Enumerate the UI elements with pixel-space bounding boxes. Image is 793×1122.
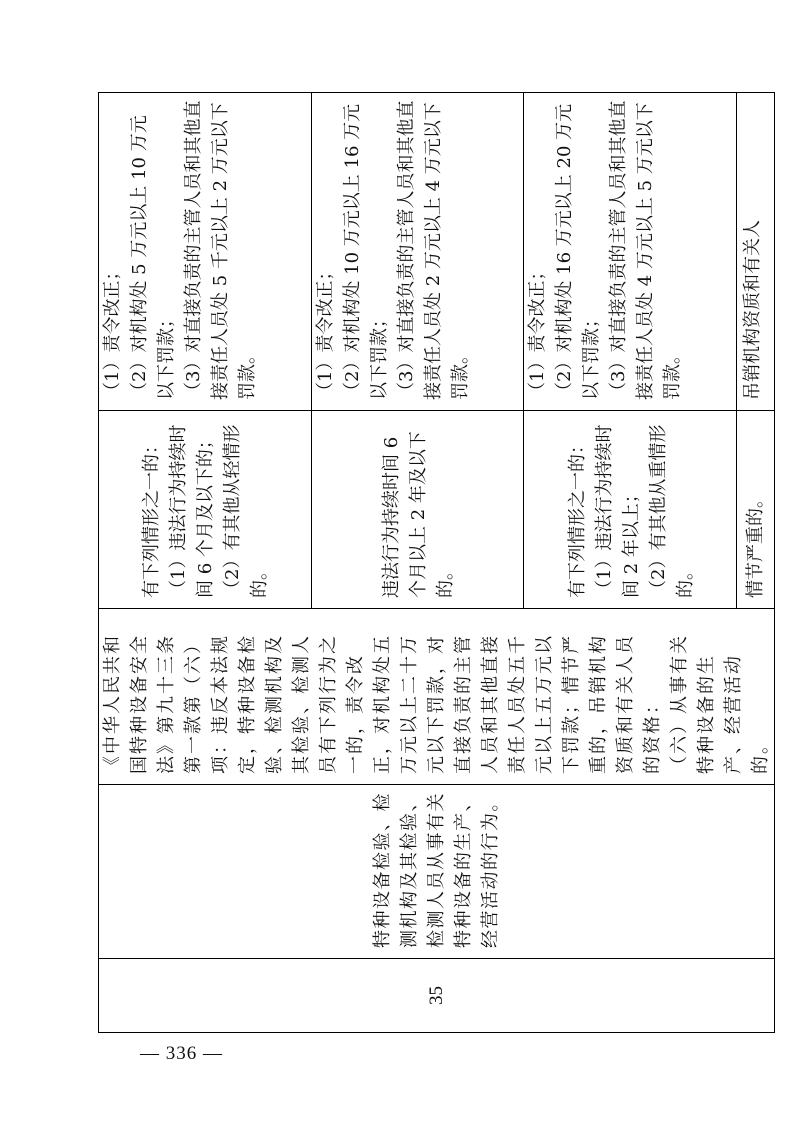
circumstance-cell bbox=[524, 411, 737, 609]
row-number: 35 bbox=[426, 986, 447, 1005]
penalty-line: （1）责令改正； bbox=[314, 262, 336, 400]
penalty-line: （2）对机构处 5 万元以上 10 万元以下罚款； bbox=[129, 115, 177, 400]
circumstance-line: （1）违法行为持续时间 6 个月及以下的； bbox=[168, 424, 217, 598]
table-row bbox=[99, 93, 312, 1033]
penalty-line: （1）责令改正； bbox=[102, 262, 123, 400]
legal-basis-cell bbox=[99, 609, 775, 785]
behavior-text: 特种设备检验、检测机构及其检验、检测人员从事有关特种设备的生产、经营活动的行为。 bbox=[372, 792, 501, 948]
penalty-line: （3）对直接负责的主管人员和其他直接责任人员处 2 万元以上 4 万元以下罚款。 bbox=[395, 100, 471, 400]
penalty-table bbox=[98, 92, 775, 1033]
penalty-cell bbox=[99, 93, 312, 411]
penalty-line: （1）责令改正； bbox=[527, 262, 549, 400]
legal-basis-text: 《中华人民共和国特种设备安全法》第九十三条第一款第（六）项：违反本法规定，特种设备检验、检测机构及其检验、检测人员有下列行为之一的，责令改正，对机构处五万元以上二十万元以下罚款，对直接负责的主管人员和其他直接责任人员处五千元以上五万元以下罚款；情节严重的，吊销机构资质和有关人员的资格： bbox=[102, 634, 663, 774]
circumstance-line: 情节严重的。 bbox=[745, 490, 766, 598]
penalty-line: （2）对机构处 10 万元以上 16 万元以下罚款； bbox=[341, 103, 390, 400]
penalty-cell bbox=[737, 93, 775, 411]
circumstance-line: （2）有其他从重情形的。 bbox=[647, 424, 696, 598]
circumstance-line: 有下列情形之一的： bbox=[141, 436, 163, 598]
circumstance-line: 有下列情形之一的： bbox=[566, 436, 588, 598]
penalty-cell bbox=[524, 93, 737, 411]
penalty-line: （2）对机构处 16 万元以上 20 万元以下罚款； bbox=[554, 103, 603, 400]
rotated-table-wrapper bbox=[98, 93, 771, 1033]
row-number-cell bbox=[99, 959, 775, 1033]
penalty-cell bbox=[311, 93, 524, 411]
penalty-line: （3）对直接负责的主管人员和其他直接责任人员处 5 千元以上 2 万元以下罚款。 bbox=[183, 100, 258, 400]
circumstance-line: （1）违法行为持续时间 2 年以上； bbox=[593, 424, 642, 598]
legal-basis-item: （六）从事有关特种设备的生产、经营活动的。 bbox=[669, 634, 771, 774]
circumstance-cell bbox=[311, 411, 524, 609]
circumstance-line: （2）有其他从轻情形的。 bbox=[222, 424, 271, 598]
circumstance-line: 违法行为持续时间 6 个月以上 2 年及以下的。 bbox=[381, 431, 456, 598]
penalty-line: 吊销机构资质和有关人 bbox=[742, 220, 764, 400]
behavior-cell bbox=[99, 785, 775, 959]
page-number: — 336 — bbox=[140, 1043, 223, 1064]
circumstance-cell bbox=[99, 411, 312, 609]
circumstance-cell bbox=[737, 411, 775, 609]
penalty-line: （3）对直接负责的主管人员和其他直接责任人员处 4 万元以上 5 万元以下罚款。 bbox=[608, 100, 684, 400]
